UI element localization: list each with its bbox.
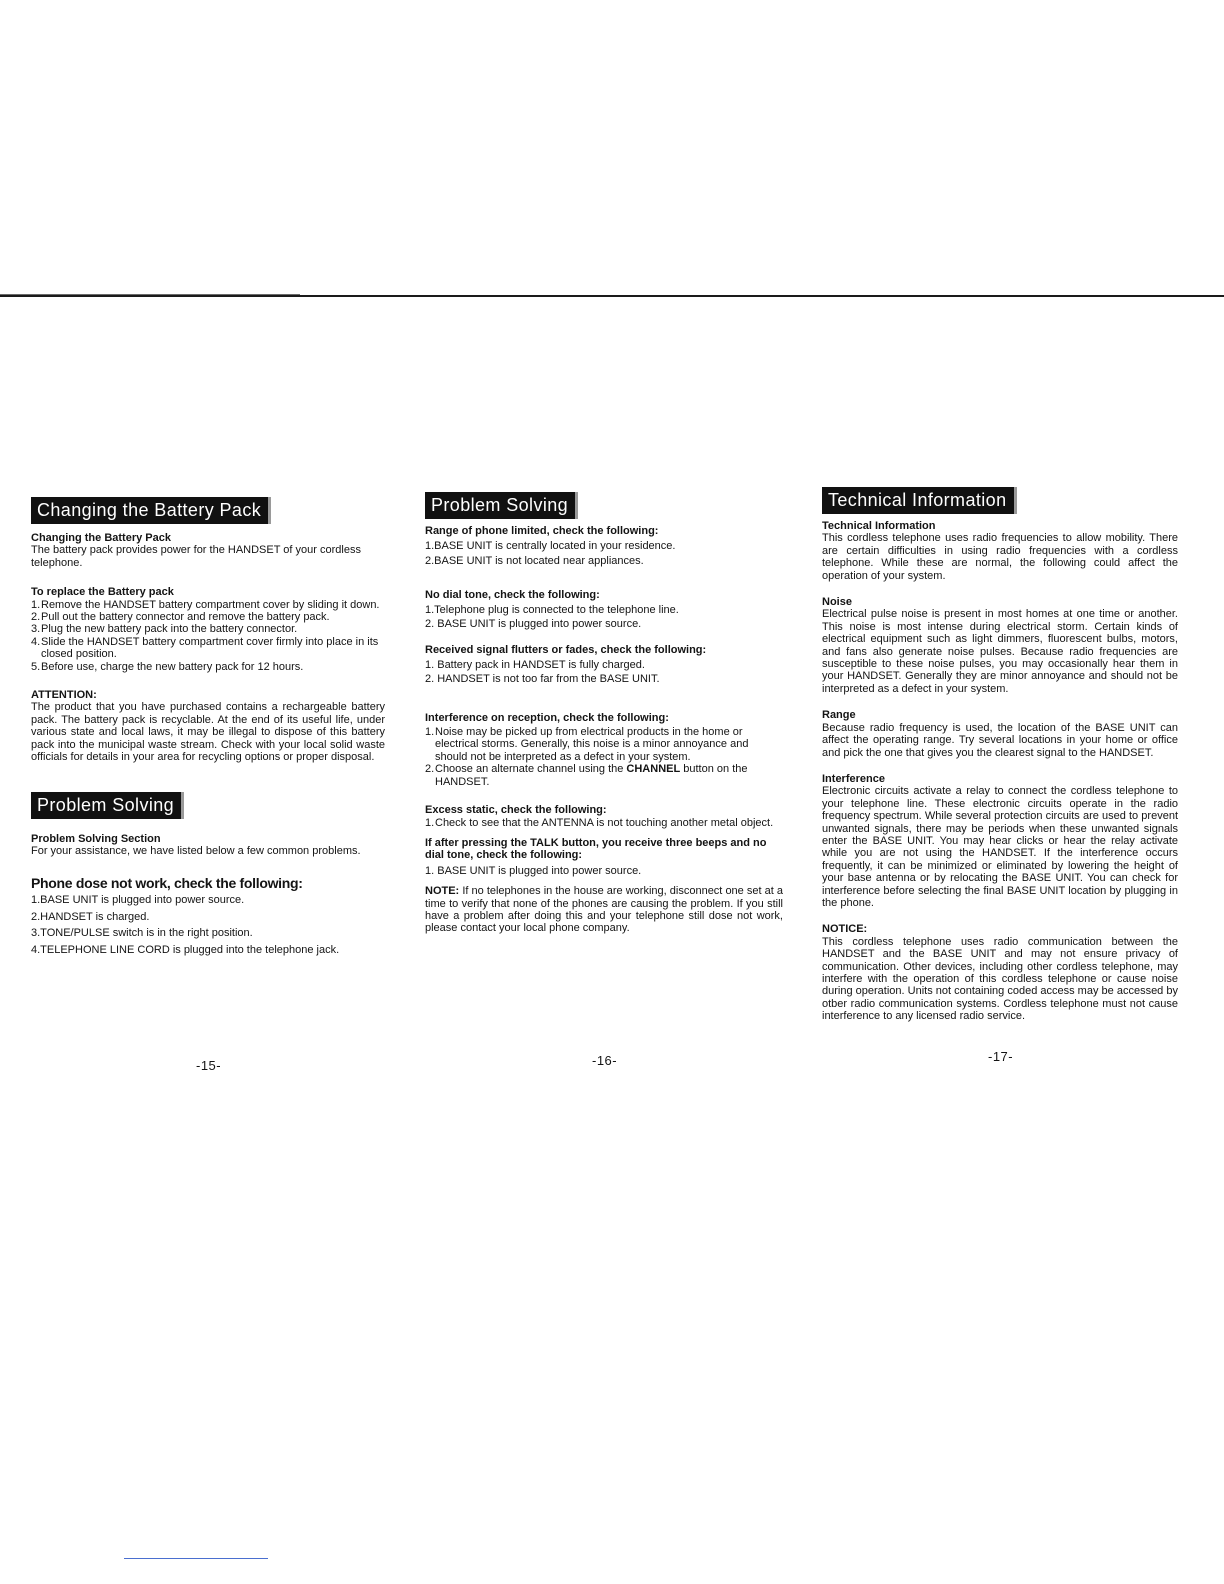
range-limited-heading: Range of phone limited, check the following: — [425, 525, 659, 537]
list-item: 1. Noise may be picked up from electrical products in the home or electrical storms. Generally, this noise is a minor annoyance and should not be interpreted as a defect in your system. — [425, 726, 749, 763]
list-item: 2. BASE UNIT is plugged into power source. — [425, 618, 642, 631]
section-banner-problem-solving: Problem Solving — [31, 792, 184, 819]
list-item: 4.TELEPHONE LINE CORD is plugged into the telephone jack. — [31, 943, 340, 956]
page-16 — [425, 492, 783, 935]
problem-section-text: For your assistance, we have listed below a few common problems. — [31, 844, 361, 857]
range-text: Because radio frequency is used, the location of the BASE UNIT can affect the operating range. Try several locations in your home or office and pick the one that gives you the clearest signal to the HANDSET. — [822, 721, 1178, 759]
excess-static-heading: Excess static, check the following: — [425, 804, 607, 817]
replace-steps — [31, 599, 385, 673]
replace-heading: To replace the Battery pack — [31, 586, 174, 599]
list-item: 3.TONE/PULSE switch is in the right position. — [31, 927, 253, 940]
attention-heading: ATTENTION: — [31, 689, 97, 702]
range-heading: Range — [822, 709, 856, 722]
list-item: 3. Plug the new battery pack into the battery connector. — [31, 623, 298, 636]
notice-text: This cordless telephone uses radio communication between the HANDSET and the BASE UNIT and may not ensure privacy of communication. Other devices, including other cordless telephone, may interfere with the operation of this cordless telephone or cause noise during operation. Units not containing coded access may be accessed by otber radio communication systems. Cordless telephone must not cause interference to any licensed radio service. — [822, 935, 1178, 1023]
section-banner-battery: Changing the Battery Pack — [31, 497, 271, 524]
section-banner-technical: Technical Information — [822, 487, 1017, 514]
top-rule — [0, 295, 1224, 297]
notice-heading: NOTICE: — [822, 923, 868, 936]
list-item: 4. Slide the HANDSET battery compartment cover firmly into place in its closed position. — [31, 635, 379, 661]
interference-heading: Interference — [822, 772, 885, 785]
phone-not-work-heading: Phone dose not work, check the following: — [31, 875, 303, 892]
noise-text: Electrical pulse noise is present in most homes at one time or another. This noise is most intense during electrical storm. Certain kinds of electrical equipment such as light dimmers, fluorescent bulbs, motors, and fans also generate noise pulses. Because radio frequencies are susceptible to these noise pulses, you may occasionally hear them in your HANDSET. Generally they are minor annoyance and should not be interpreted as a defect in your system. — [822, 608, 1178, 695]
technical-heading: Technical Information — [822, 520, 936, 532]
interference-text: Electronic circuits activate a relay to connect the cordless telephone to your telephone line. These electronic circuits operate in the radio frequency spectrum. While several protection circuits are used to prevent unwanted signals, there may be periods when these unwanted signals enter the BASE UNIT. You may hear clicks or hear the relay activate while you are not using the HANDSET. If the interference occurs frequently, it can be minimized or eliminated by lowering the height of your base antenna or by relocating the BASE UNIT. You can check for interference before selecting the final BASE UNIT location by plugging in the phone. — [822, 785, 1178, 909]
signal-flutters-heading: Received signal flutters or fades, check the following: — [425, 644, 707, 657]
note-text: If no telephones in the house are working, disconnect one set at a time to verify that none of the phones are causing the problem. If you still have a problem after doing this and your telephone still dose not work, please contact your local phone company. — [425, 885, 783, 935]
page-number-16: -16- — [592, 1053, 618, 1068]
interference-reception-heading: Interference on reception, check the following: — [425, 711, 669, 724]
list-item: 1.BASE UNIT is plugged into power source. — [31, 894, 245, 907]
changing-heading: Changing the Battery Pack — [31, 532, 171, 544]
no-dial-tone-heading: No dial tone, check the following: — [425, 589, 600, 602]
attention-text: The product that you have purchased contains a rechargeable battery pack. The battery pack is recyclable. At the end of its useful life, under various state and local laws, it may be illegal to dispose of this battery pack into the municipal waste stream. Check with your local solid waste officials for details in your area for recycling options or proper disposal. — [31, 701, 385, 764]
note-label: NOTE: — [425, 885, 460, 898]
note-paragraph — [425, 885, 783, 935]
list-item: 1. Battery pack in HANDSET is fully charged. — [425, 658, 645, 671]
noise-heading: Noise — [822, 596, 852, 609]
page-number-15: -15- — [196, 1058, 222, 1073]
list-item: 1. BASE UNIT is plugged into power source. — [425, 864, 642, 877]
page-number-17: -17- — [988, 1049, 1014, 1064]
list-item: 2.HANDSET is charged. — [31, 910, 150, 923]
problem-section-heading: Problem Solving Section — [31, 832, 161, 845]
page-17 — [822, 487, 1178, 1023]
list-item: 5. Before use, charge the new battery pack for 12 hours. — [31, 660, 304, 673]
technical-text: This cordless telephone uses radio frequencies to allow mobility. There are certain difficulties in using radio frequencies with a cordless telephone. While these are normal, the following could affect the operation of your system. — [822, 532, 1178, 582]
static-steps — [425, 817, 783, 829]
list-item: 1. Check to see that the ANTENNA is not touching another metal object. — [425, 816, 774, 829]
changing-text: The battery pack provides power for the HANDSET of your cordless telephone. — [31, 544, 361, 569]
bottom-link-line — [124, 1558, 268, 1559]
list-item: 1.BASE UNIT is centrally located in your residence. — [425, 540, 676, 553]
interference-steps — [425, 726, 783, 788]
list-item: 2. Choose an alternate channel using the CHANNEL button on the HANDSET. — [425, 763, 748, 788]
page-15 — [31, 497, 385, 956]
list-item: 1. Remove the HANDSET battery compartment cover by sliding it down. — [31, 598, 380, 611]
list-item: 2. HANDSET is not too far from the BASE UNIT. — [425, 673, 660, 686]
list-item: 2.BASE UNIT is not located near appliances. — [425, 554, 644, 567]
section-banner-problem-solving: Problem Solving — [425, 492, 578, 519]
list-item: 1.Telephone plug is connected to the telephone line. — [425, 603, 679, 616]
talk-button-heading: If after pressing the TALK button, you receive three beeps and no dial tone, check the following: — [425, 836, 767, 862]
list-item: 2. Pull out the battery connector and remove the battery pack. — [31, 611, 330, 624]
